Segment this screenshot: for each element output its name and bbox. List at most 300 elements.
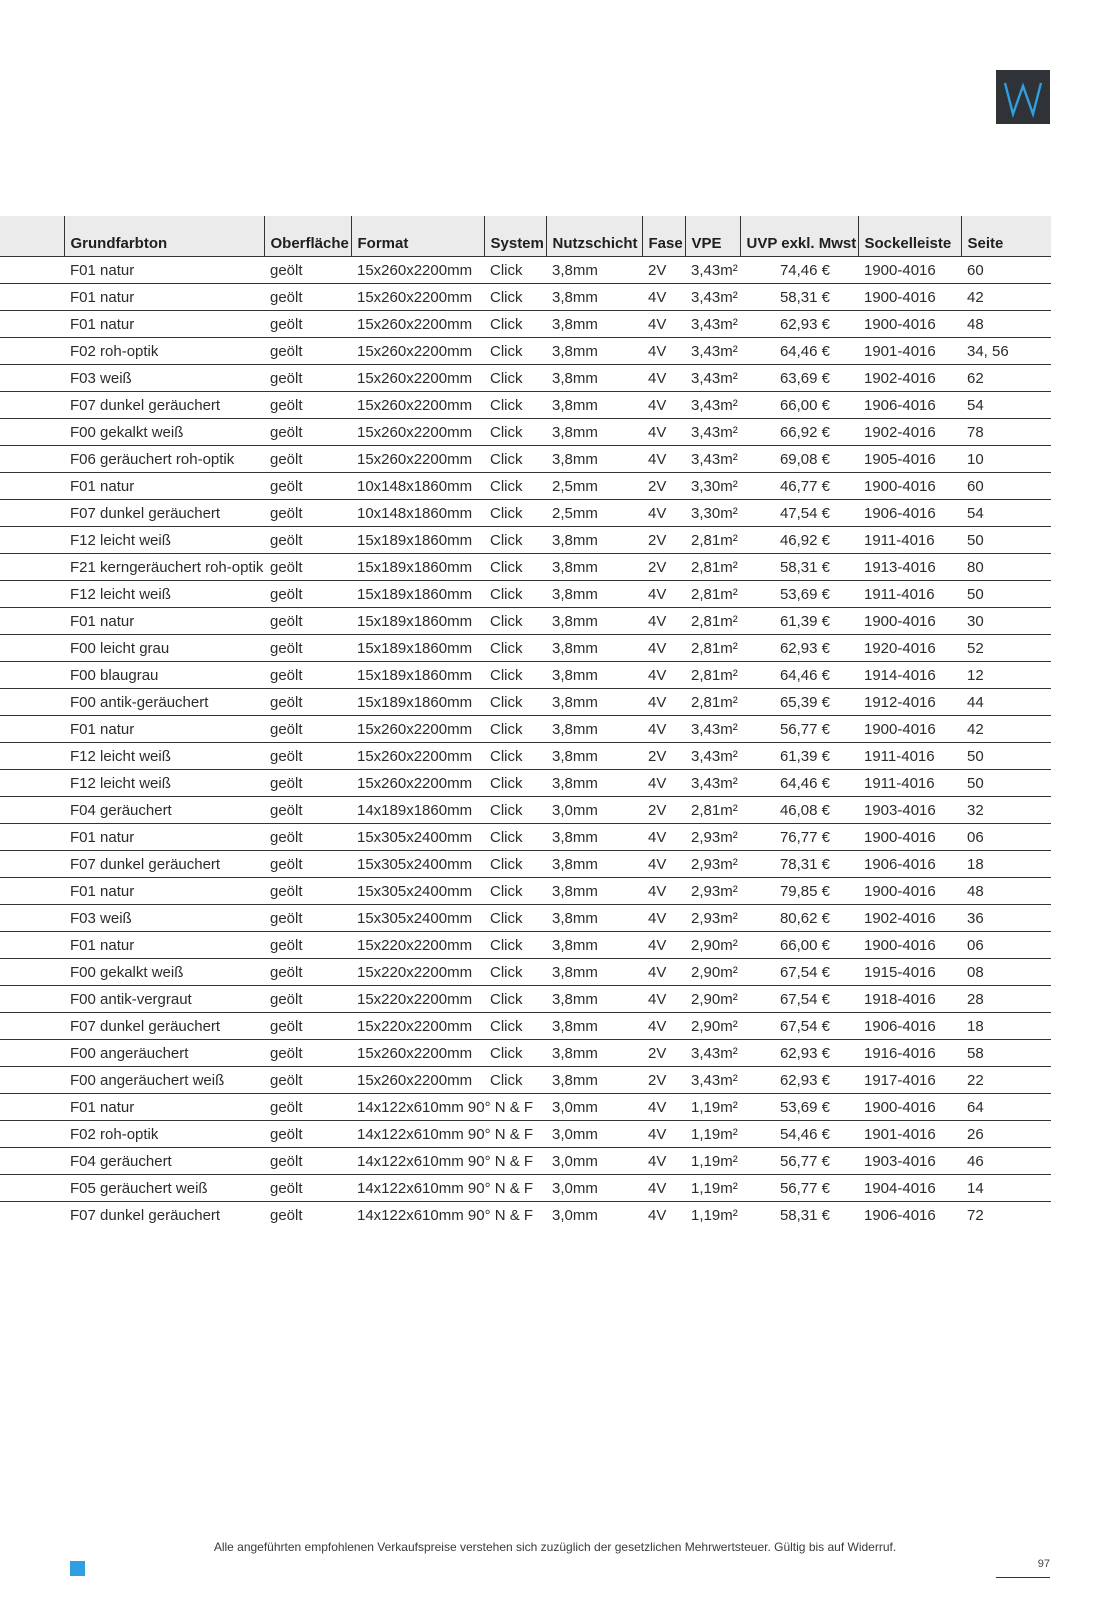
table-cell: 14x189x1860mm [351,797,484,824]
table-cell: 18 [961,1013,1051,1040]
table-cell: 22 [961,1067,1051,1094]
table-cell: 54,46 € [740,1121,858,1148]
table-cell: 4V [642,338,685,365]
table-cell: 2,90m² [685,959,740,986]
table-cell: F12 leicht weiß [64,743,264,770]
table-cell: 44 [961,689,1051,716]
table-cell: 63,69 € [740,365,858,392]
table-cell: 58,31 € [740,284,858,311]
table-cell: 2,5mm [546,500,642,527]
table-cell: geölt [264,770,351,797]
table-cell: 46 [961,1148,1051,1175]
table-cell: 3,8mm [546,338,642,365]
table-cell: 32 [961,797,1051,824]
row-spacer [0,932,64,959]
table-cell: geölt [264,365,351,392]
table-cell: 53,69 € [740,1094,858,1121]
table-cell: 3,8mm [546,311,642,338]
row-spacer [0,608,64,635]
table-cell: F00 angeräuchert weiß [64,1067,264,1094]
table-cell: 1913-4016 [858,554,961,581]
table-row [0,419,1051,446]
table-cell: 4V [642,500,685,527]
table-row [0,635,1051,662]
table-cell: 48 [961,311,1051,338]
table-cell: 1906-4016 [858,392,961,419]
table-cell: 76,77 € [740,824,858,851]
table-cell: Click [484,1013,546,1040]
table-row [0,986,1051,1013]
table-cell: 4V [642,365,685,392]
table-cell: Click [484,797,546,824]
header-cell: Oberfläche [264,216,351,257]
table-cell: F07 dunkel geräuchert [64,500,264,527]
table-row [0,824,1051,851]
table-cell: Click [484,338,546,365]
table-cell: geölt [264,986,351,1013]
table-cell: F01 natur [64,311,264,338]
header-cell: Format [351,216,484,257]
table-cell: 64,46 € [740,662,858,689]
table-cell: F21 kerngeräuchert roh-optik [64,554,264,581]
table-cell: 3,0mm [546,1175,642,1202]
table-cell: F00 angeräuchert [64,1040,264,1067]
table-cell: 3,8mm [546,1013,642,1040]
table-cell: 1900-4016 [858,473,961,500]
table-cell: Click [484,365,546,392]
table-cell: 1900-4016 [858,311,961,338]
table-cell: geölt [264,608,351,635]
table-cell: 1911-4016 [858,743,961,770]
table-cell: 42 [961,716,1051,743]
page-number-rule [996,1577,1050,1578]
table-cell: 1,19m² [685,1148,740,1175]
table-cell: Click [484,743,546,770]
table-cell: Click [484,851,546,878]
table-cell: 64,46 € [740,338,858,365]
table-cell: 58 [961,1040,1051,1067]
table-cell: 78 [961,419,1051,446]
table-cell: 3,8mm [546,257,642,284]
table-cell: Click [484,635,546,662]
table-row [0,473,1051,500]
table-cell: 3,0mm [546,1148,642,1175]
row-spacer [0,527,64,554]
table-cell: 1905-4016 [858,446,961,473]
table-cell: 3,43m² [685,257,740,284]
table-row [0,1175,1051,1202]
table-cell: 4V [642,851,685,878]
table-row [0,284,1051,311]
table-cell: F00 gekalkt weiß [64,419,264,446]
table-cell: Click [484,257,546,284]
table-cell: 1901-4016 [858,1121,961,1148]
table-cell: 4V [642,446,685,473]
table-cell: F06 geräuchert roh-optik [64,446,264,473]
table-cell: 14x122x610mm 90° N & F [351,1094,484,1121]
table-cell: geölt [264,473,351,500]
table-cell: geölt [264,419,351,446]
table-row [0,446,1051,473]
table-cell: 15x189x1860mm [351,527,484,554]
table-cell: 42 [961,284,1051,311]
table-cell: 4V [642,770,685,797]
table-cell: 46,92 € [740,527,858,554]
table-cell: 3,0mm [546,1121,642,1148]
table-cell: 1903-4016 [858,797,961,824]
table-cell: 1900-4016 [858,932,961,959]
table-cell: geölt [264,554,351,581]
row-spacer [0,905,64,932]
table-cell: 36 [961,905,1051,932]
table-row [0,770,1051,797]
table-cell: 3,8mm [546,419,642,446]
table-cell: 4V [642,1148,685,1175]
table-cell: 1900-4016 [858,608,961,635]
table-cell: 50 [961,527,1051,554]
table-cell: 3,30m² [685,500,740,527]
header-cell: Sockelleiste [858,216,961,257]
row-spacer [0,662,64,689]
table-cell: 3,8mm [546,878,642,905]
table-cell: 62,93 € [740,1040,858,1067]
table-row [0,716,1051,743]
table-cell: 54 [961,392,1051,419]
table-cell: 15x220x2200mm [351,986,484,1013]
table-cell: 15x189x1860mm [351,662,484,689]
table-cell: 2,93m² [685,905,740,932]
row-spacer [0,770,64,797]
row-spacer [0,1067,64,1094]
table-cell: Click [484,1040,546,1067]
table-cell: Click [484,959,546,986]
table-cell: 3,8mm [546,1067,642,1094]
table-cell: 1912-4016 [858,689,961,716]
table-cell: 15x260x2200mm [351,257,484,284]
row-spacer [0,554,64,581]
table-cell: 3,0mm [546,1094,642,1121]
table-cell: Click [484,554,546,581]
table-cell: 18 [961,851,1051,878]
table-cell: 2,81m² [685,689,740,716]
table-cell: 1917-4016 [858,1067,961,1094]
table-cell: 15x260x2200mm [351,365,484,392]
row-spacer [0,797,64,824]
table-cell: 3,43m² [685,338,740,365]
table-cell: 1900-4016 [858,716,961,743]
table-row [0,527,1051,554]
row-spacer [0,986,64,1013]
table-cell: Click [484,581,546,608]
table-cell: Click [484,419,546,446]
table-cell: Click [484,473,546,500]
table-cell: 1906-4016 [858,500,961,527]
table-cell: geölt [264,527,351,554]
table-cell: F00 leicht grau [64,635,264,662]
table-cell: 80 [961,554,1051,581]
table-cell: 62,93 € [740,311,858,338]
table-cell: 46,08 € [740,797,858,824]
table-cell: F00 antik-geräuchert [64,689,264,716]
table-cell: geölt [264,392,351,419]
table-cell: 67,54 € [740,1013,858,1040]
table-row [0,905,1051,932]
w-logo-icon [996,70,1050,124]
table-cell: 3,8mm [546,824,642,851]
table-cell: 2,81m² [685,608,740,635]
table-cell: 74,46 € [740,257,858,284]
row-spacer [0,446,64,473]
table-cell: geölt [264,1094,351,1121]
table-cell: 1916-4016 [858,1040,961,1067]
table-cell: 3,8mm [546,662,642,689]
table-cell: F01 natur [64,1094,264,1121]
table-cell: 4V [642,1094,685,1121]
price-table-container [0,216,1051,1228]
table-cell: 4V [648,1206,667,1224]
table-cell: 3,43m² [685,284,740,311]
table-row [0,392,1051,419]
header-cell: Fase [642,216,685,257]
table-cell: 1900-4016 [858,824,961,851]
table-cell: Click [484,716,546,743]
table-cell: geölt [264,1148,351,1175]
table-cell: geölt [264,797,351,824]
table-cell: 56,77 € [740,716,858,743]
table-cell: F01 natur [64,257,264,284]
table-cell: 4V [642,932,685,959]
table-row [0,554,1051,581]
table-cell: 62,93 € [740,1067,858,1094]
table-cell: 66,00 € [740,932,858,959]
table-cell: 3,0mm [546,797,642,824]
table-cell: 4V [642,635,685,662]
table-cell: 2,81m² [685,581,740,608]
brand-logo [996,70,1050,124]
table-row [0,932,1051,959]
header-cell: System [484,216,546,257]
table-cell: 15x260x2200mm [351,419,484,446]
table-cell: 15x260x2200mm [351,1067,484,1094]
table-cell: F07 dunkel geräuchert [70,1206,221,1224]
table-cell: geölt [264,743,351,770]
table-cell: 69,08 € [740,446,858,473]
table-cell: F02 roh-optik [64,338,264,365]
table-cell: 1904-4016 [858,1175,961,1202]
table-cell: 3,43m² [685,743,740,770]
table-cell: 4V [642,581,685,608]
table-cell: 2V [642,1067,685,1094]
table-cell: 60 [961,473,1051,500]
table-cell: 12 [961,662,1051,689]
table-cell: 3,43m² [685,716,740,743]
table-cell: F01 natur [64,824,264,851]
table-cell: 47,54 € [740,500,858,527]
table-cell: 2V [642,1040,685,1067]
table-row [0,1040,1051,1067]
table-row [0,851,1051,878]
page-number: 97 [1037,1558,1050,1570]
row-spacer [0,689,64,716]
table-cell: 61,39 € [740,743,858,770]
row-spacer [0,635,64,662]
row-spacer [0,824,64,851]
table-cell: Click [484,608,546,635]
header-cell: Nutzschicht [546,216,642,257]
table-cell: geölt [270,1206,303,1224]
table-cell: 2V [642,527,685,554]
table-cell: geölt [264,635,351,662]
table-cell: 10 [961,446,1051,473]
table-cell: F07 dunkel geräuchert [64,392,264,419]
table-cell: 1918-4016 [858,986,961,1013]
table-row [0,1067,1051,1094]
table-row [0,257,1051,284]
table-cell: geölt [264,824,351,851]
table-cell: 14x122x610mm 90° N & F [351,1175,484,1202]
row-spacer [0,257,64,284]
table-row [0,338,1051,365]
row-spacer [0,743,64,770]
table-cell: 1901-4016 [858,338,961,365]
table-cell: 2V [642,797,685,824]
table-cell: 64 [961,1094,1051,1121]
table-cell: geölt [264,284,351,311]
table-cell: 14x122x610mm 90° N & F [357,1206,534,1224]
table-cell: 48 [961,878,1051,905]
row-spacer [0,851,64,878]
table-cell: geölt [264,338,351,365]
table-cell: geölt [264,446,351,473]
table-cell: 58,31 € [779,1206,830,1224]
table-cell: 1902-4016 [858,419,961,446]
row-spacer [0,1013,64,1040]
table-cell: 1902-4016 [858,905,961,932]
table-cell: 62 [961,365,1051,392]
table-cell: 46,77 € [740,473,858,500]
row-spacer [0,473,64,500]
table-cell: 15x260x2200mm [351,338,484,365]
table-cell: 3,8mm [546,581,642,608]
table-cell: 3,8mm [546,959,642,986]
table-cell: 4V [642,284,685,311]
table-cell: 06 [961,824,1051,851]
table-cell: 3,8mm [546,851,642,878]
table-cell: 15x189x1860mm [351,554,484,581]
row-spacer [0,500,64,527]
table-cell: 15x220x2200mm [351,959,484,986]
table-cell: 3,8mm [546,608,642,635]
table-cell: Click [484,311,546,338]
table-cell: 3,0mm [552,1206,598,1224]
table-cell: 64,46 € [740,770,858,797]
table-cell: 1911-4016 [858,527,961,554]
table-cell: 1911-4016 [858,770,961,797]
header-cell: Seite [961,216,1051,257]
row-spacer [0,1040,64,1067]
table-row [0,878,1051,905]
table-cell: geölt [264,662,351,689]
table-cell: F01 natur [64,473,264,500]
header-cell: UVP exkl. Mwst [740,216,858,257]
table-cell: 4V [642,608,685,635]
table-row [0,797,1051,824]
table-cell: Click [484,689,546,716]
header-spacer [0,216,64,257]
table-cell: 60 [961,257,1051,284]
table-cell: 72 [967,1206,984,1224]
table-cell: 56,77 € [740,1148,858,1175]
table-cell: Click [484,932,546,959]
table-cell: 4V [642,1013,685,1040]
table-cell: F00 blaugrau [64,662,264,689]
table-cell: 2,93m² [685,824,740,851]
table-cell: 1900-4016 [858,878,961,905]
table-cell: 3,43m² [685,311,740,338]
row-spacer [0,338,64,365]
table-cell: 1911-4016 [858,581,961,608]
table-cell: Click [484,527,546,554]
table-cell: F07 dunkel geräuchert [64,851,264,878]
table-cell: 61,39 € [740,608,858,635]
table-row [0,1202,1051,1229]
table-cell: 4V [642,662,685,689]
table-cell: 2,81m² [685,554,740,581]
table-cell: 3,8mm [546,365,642,392]
table-cell: 3,8mm [546,689,642,716]
table-cell: 14x122x610mm 90° N & F [351,1121,484,1148]
table-cell: 56,77 € [740,1175,858,1202]
table-cell: 4V [642,689,685,716]
row-spacer [0,311,64,338]
table-cell: 1,19m² [685,1175,740,1202]
table-cell: 4V [642,986,685,1013]
table-cell: 34, 56 [961,338,1051,365]
table-cell: 10x148x1860mm [351,473,484,500]
table-cell: 1914-4016 [858,662,961,689]
table-cell: F03 weiß [64,365,264,392]
table-cell: 15x220x2200mm [351,1013,484,1040]
table-cell: geölt [264,1121,351,1148]
table-cell: F01 natur [64,932,264,959]
table-cell: 67,54 € [740,986,858,1013]
table-cell: geölt [264,959,351,986]
table-cell: Click [484,284,546,311]
table-row [0,365,1051,392]
table-row [0,1121,1051,1148]
table-cell: 53,69 € [740,581,858,608]
row-spacer [0,581,64,608]
table-cell: 2,93m² [685,878,740,905]
table-cell: F01 natur [64,608,264,635]
table-cell: 80,62 € [740,905,858,932]
table-cell: 15x260x2200mm [351,770,484,797]
table-cell: 1906-4016 [858,1013,961,1040]
table-cell: 4V [642,1121,685,1148]
row-spacer [0,419,64,446]
table-cell: F12 leicht weiß [64,527,264,554]
table-cell: 10x148x1860mm [351,500,484,527]
table-cell: 79,85 € [740,878,858,905]
table-cell: 15x305x2400mm [351,905,484,932]
table-cell: 1906-4016 [858,851,961,878]
table-cell: 3,8mm [546,743,642,770]
table-cell: 2V [642,257,685,284]
header-cell: VPE [685,216,740,257]
table-cell: 06 [961,932,1051,959]
table-row [0,311,1051,338]
table-cell: 28 [961,986,1051,1013]
